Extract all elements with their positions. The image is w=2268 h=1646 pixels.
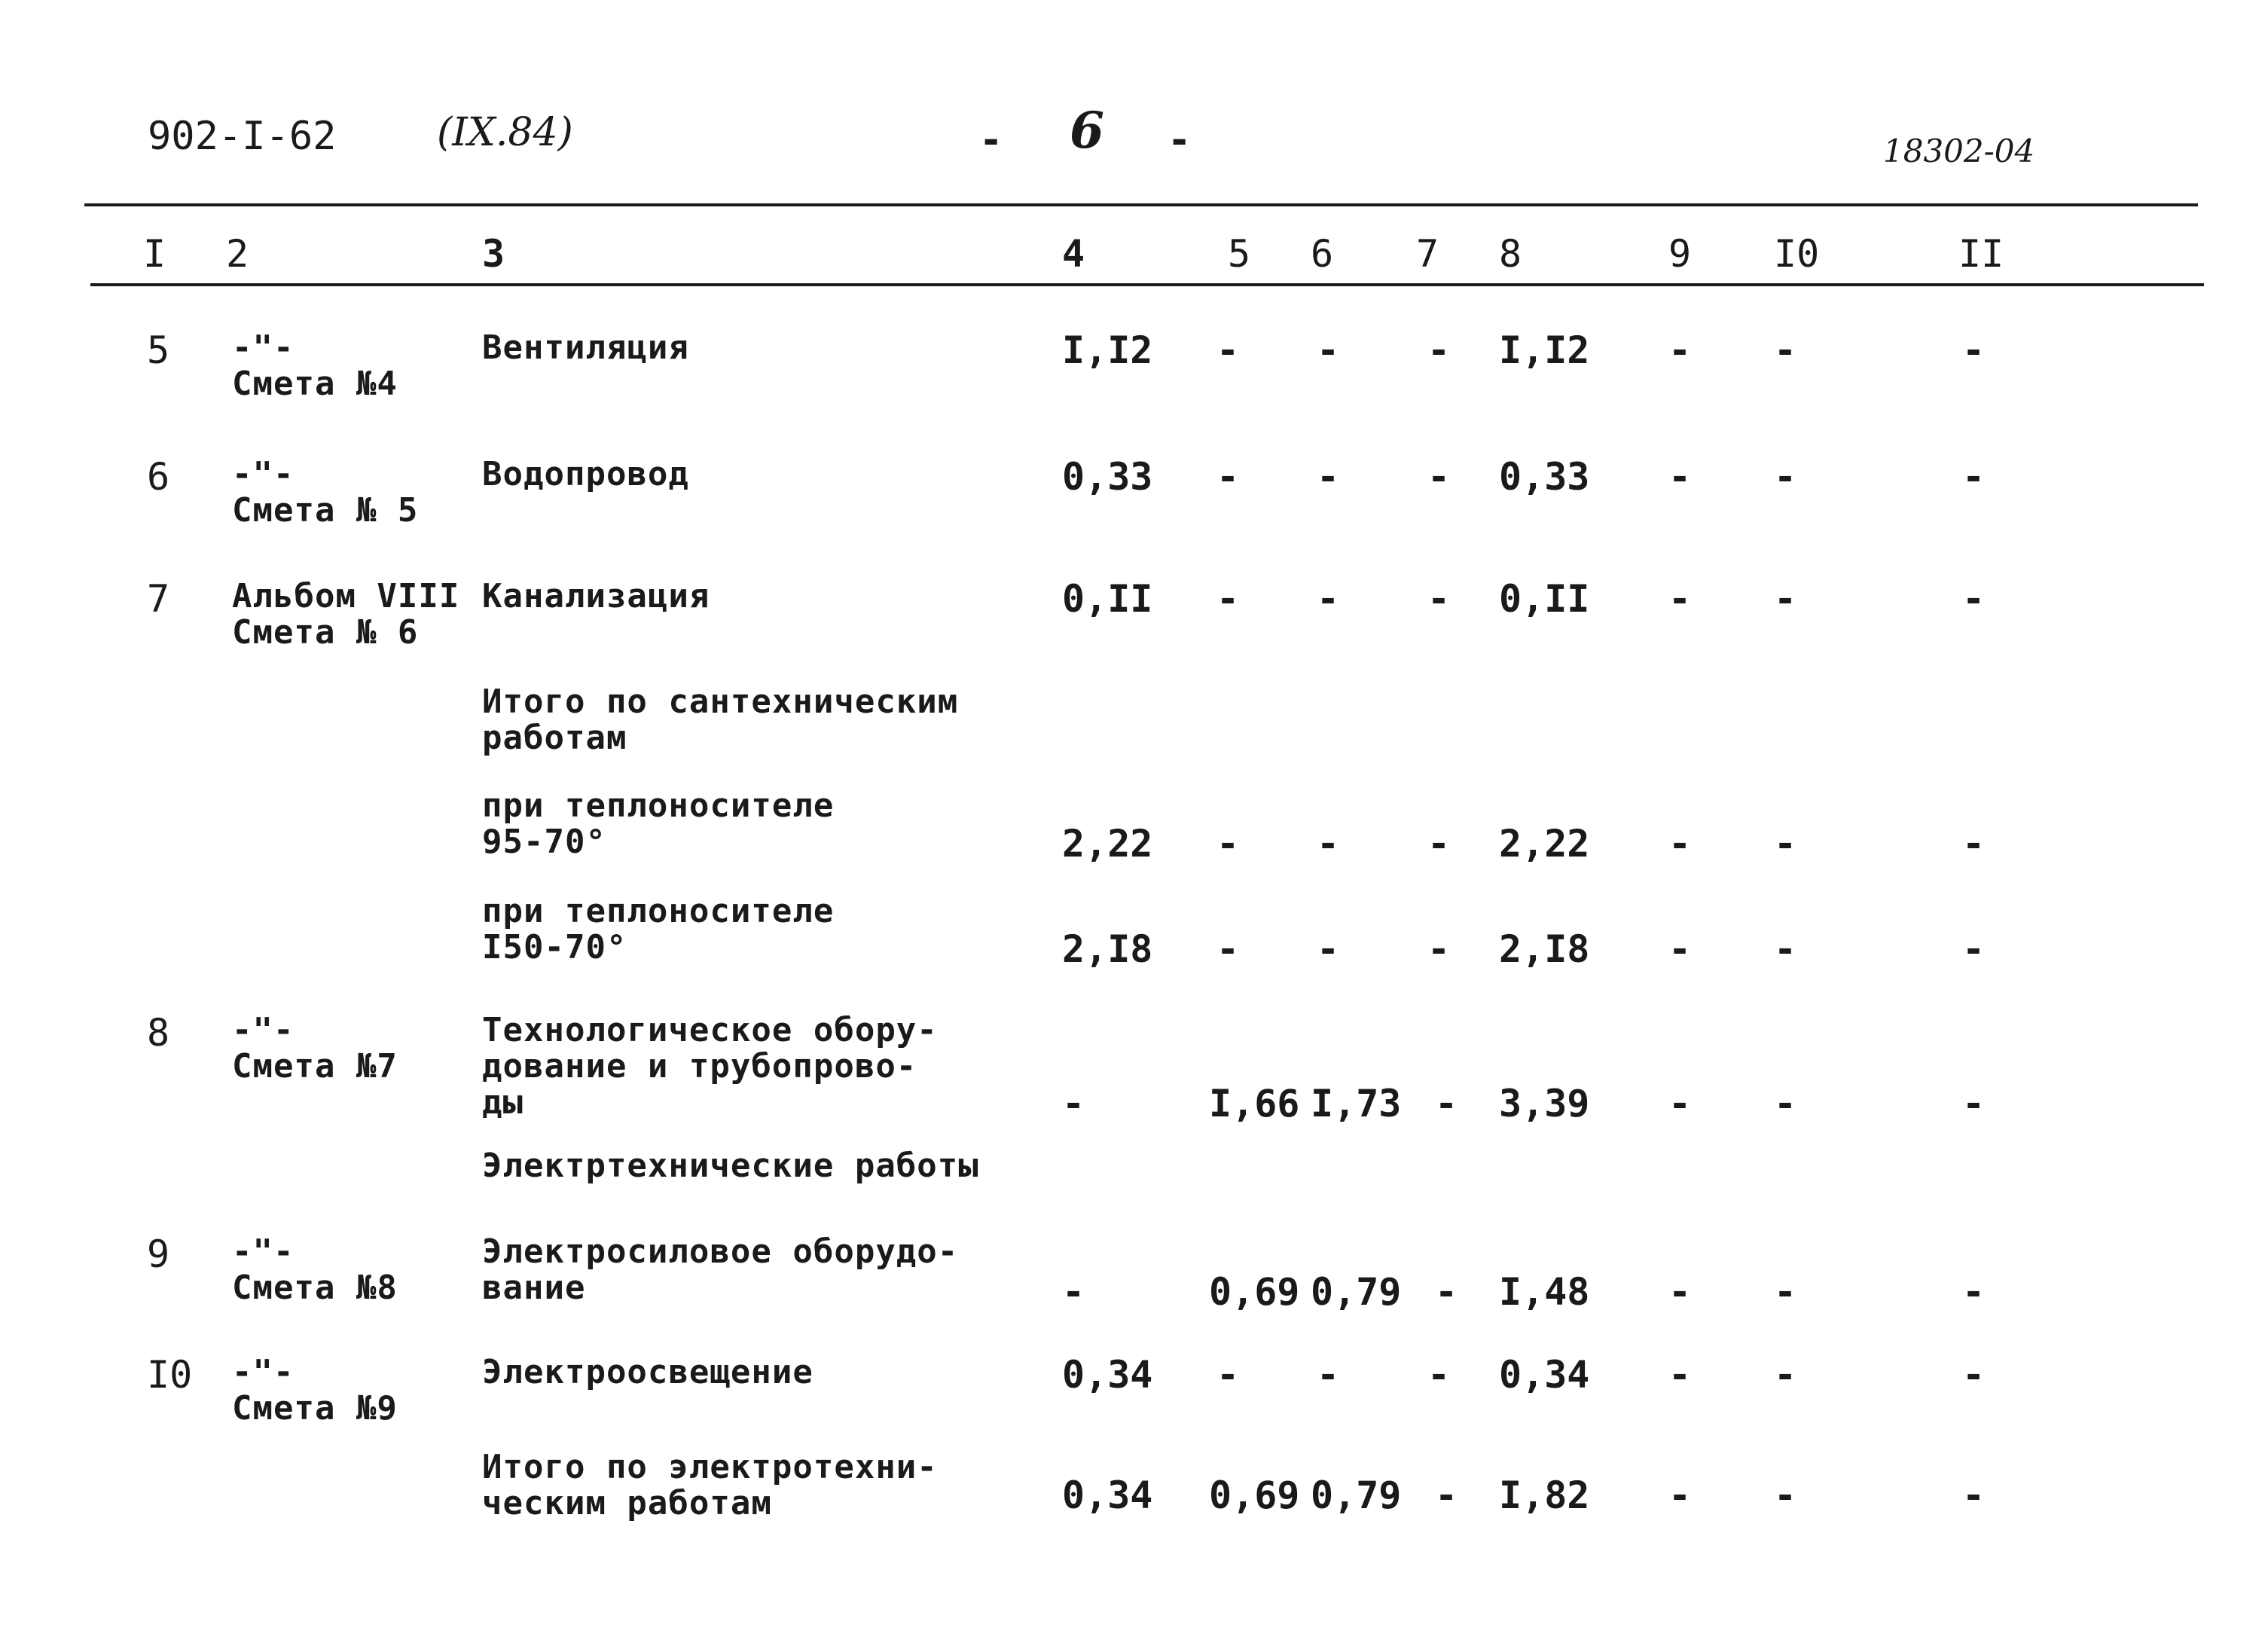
cell-value: - [1427,927,1451,971]
row-estimate-ref: Смета №4 [232,365,398,403]
cell-value: - [1216,1353,1240,1397]
cell-value: - [1774,822,1797,866]
cell-value: - [1774,455,1797,499]
page-number-prefix: - [979,118,1003,163]
cell-value: 2,22 [1062,822,1153,866]
cell-value: 3,39 [1499,1082,1590,1125]
row-estimate-ref: Смета №7 [232,1047,398,1086]
cell-value: - [1427,577,1451,621]
cell-value: - [1435,1473,1458,1517]
cell-value: - [1216,577,1240,621]
page-number: 6 [1070,101,1104,160]
cell-value: I,66 [1209,1082,1300,1125]
cell-value: - [1962,328,1986,372]
cell-value: - [1668,822,1692,866]
reference-number: 18302-04 [1883,133,2035,169]
cell-value: - [1317,822,1340,866]
cell-value: 0,69 [1209,1270,1300,1314]
cell-value: 0,II [1499,577,1590,621]
cell-value: - [1435,1082,1458,1125]
cell-value: 0,34 [1062,1353,1153,1397]
cell-value: - [1317,1353,1340,1397]
row-reference: -"- [232,1353,295,1391]
cell-value: - [1668,1082,1692,1125]
cell-value: 0,79 [1311,1270,1402,1314]
cell-value: - [1962,1473,1986,1517]
row-description: Вентиляция [482,328,689,367]
cell-value: 0,II [1062,577,1153,621]
cell-value: - [1774,1082,1797,1125]
cell-value: - [1062,1270,1085,1314]
cell-value: - [1317,328,1340,372]
cell-value: - [1774,927,1797,971]
top-rule [84,203,2198,206]
column-header: I [143,232,166,276]
column-header: 6 [1311,232,1334,276]
row-description: Итого по электротехни- [482,1448,938,1486]
cell-value: - [1668,1353,1692,1397]
column-header: II [1958,232,2004,276]
cell-value: - [1427,1353,1451,1397]
row-description: Водопровод [482,455,689,493]
row-estimate-ref: Смета №9 [232,1389,398,1428]
row-description: дование и трубопрово- [482,1047,917,1086]
column-header: 7 [1416,232,1439,276]
row-description: ды [482,1083,524,1122]
row-number: 5 [147,328,170,372]
row-description: вание [482,1269,586,1307]
document-date: (IX.84) [437,110,573,155]
cell-value: - [1962,822,1986,866]
row-description: I50-70° [482,928,627,967]
row-description: Итого по сантехническим [482,683,959,721]
cell-value: - [1062,1082,1085,1125]
page-number-suffix: - [1168,118,1192,163]
cell-value: I,48 [1499,1270,1590,1314]
cell-value: - [1668,1473,1692,1517]
row-reference: -"- [232,455,295,493]
cell-value: - [1668,328,1692,372]
cell-value: I,82 [1499,1473,1590,1517]
row-description: Электртехнические работы [482,1147,979,1185]
cell-value: 0,79 [1311,1473,1402,1517]
cell-value: 0,34 [1062,1473,1153,1517]
row-description: работам [482,719,627,757]
cell-value: 0,33 [1062,455,1153,499]
cell-value: - [1962,1082,1986,1125]
column-header: I0 [1774,232,1820,276]
cell-value: - [1774,1353,1797,1397]
row-estimate-ref: Смета №8 [232,1269,398,1307]
cell-value: - [1216,455,1240,499]
cell-value: 0,34 [1499,1353,1590,1397]
column-header: 2 [226,232,249,276]
cell-value: - [1435,1270,1458,1314]
row-description: при теплоносителе [482,786,835,825]
cell-value: - [1427,822,1451,866]
cell-value: I,I2 [1062,328,1153,372]
cell-value: - [1962,455,1986,499]
row-description: ческим работам [482,1484,772,1522]
column-header: 8 [1499,232,1522,276]
cell-value: - [1962,577,1986,621]
cell-value: - [1668,1270,1692,1314]
cell-value: - [1668,927,1692,971]
row-reference: -"- [232,1011,295,1049]
cell-value: - [1962,1270,1986,1314]
row-reference: -"- [232,328,295,367]
cell-value: I,I2 [1499,328,1590,372]
row-reference: -"- [232,1232,295,1271]
row-estimate-ref: Смета № 5 [232,491,419,530]
row-number: 8 [147,1011,170,1055]
cell-value: - [1774,1270,1797,1314]
cell-value: - [1774,1473,1797,1517]
header-rule [90,283,2204,286]
cell-value: - [1216,328,1240,372]
row-description: при теплоносителе [482,892,835,930]
row-number: 7 [147,577,170,621]
cell-value: 2,I8 [1499,927,1590,971]
row-number: I0 [147,1353,193,1397]
cell-value: - [1962,1353,1986,1397]
cell-value: - [1774,328,1797,372]
cell-value: - [1962,927,1986,971]
row-number: 6 [147,455,170,499]
cell-value: - [1427,328,1451,372]
document-code: 902-I-62 [148,114,337,159]
column-header: 5 [1228,232,1251,276]
row-description: Электроосвещение [482,1353,813,1391]
cell-value: 2,22 [1499,822,1590,866]
column-header: 9 [1668,232,1692,276]
row-reference: Альбом VIII [232,577,460,615]
column-header: 4 [1062,232,1085,276]
row-number: 9 [147,1232,170,1276]
cell-value: 0,33 [1499,455,1590,499]
cell-value: - [1317,927,1340,971]
column-header: 3 [482,232,505,276]
cell-value: - [1668,577,1692,621]
cell-value: - [1427,455,1451,499]
cell-value: - [1216,927,1240,971]
row-description: 95-70° [482,823,606,861]
row-description: Электросиловое оборудо- [482,1232,959,1271]
cell-value: - [1317,577,1340,621]
cell-value: - [1317,455,1340,499]
row-description: Канализация [482,577,710,615]
cell-value: I,73 [1311,1082,1402,1125]
cell-value: - [1774,577,1797,621]
cell-value: - [1216,822,1240,866]
row-description: Технологическое обору- [482,1011,938,1049]
cell-value: - [1668,455,1692,499]
cell-value: 0,69 [1209,1473,1300,1517]
cell-value: 2,I8 [1062,927,1153,971]
row-estimate-ref: Смета № 6 [232,613,419,652]
